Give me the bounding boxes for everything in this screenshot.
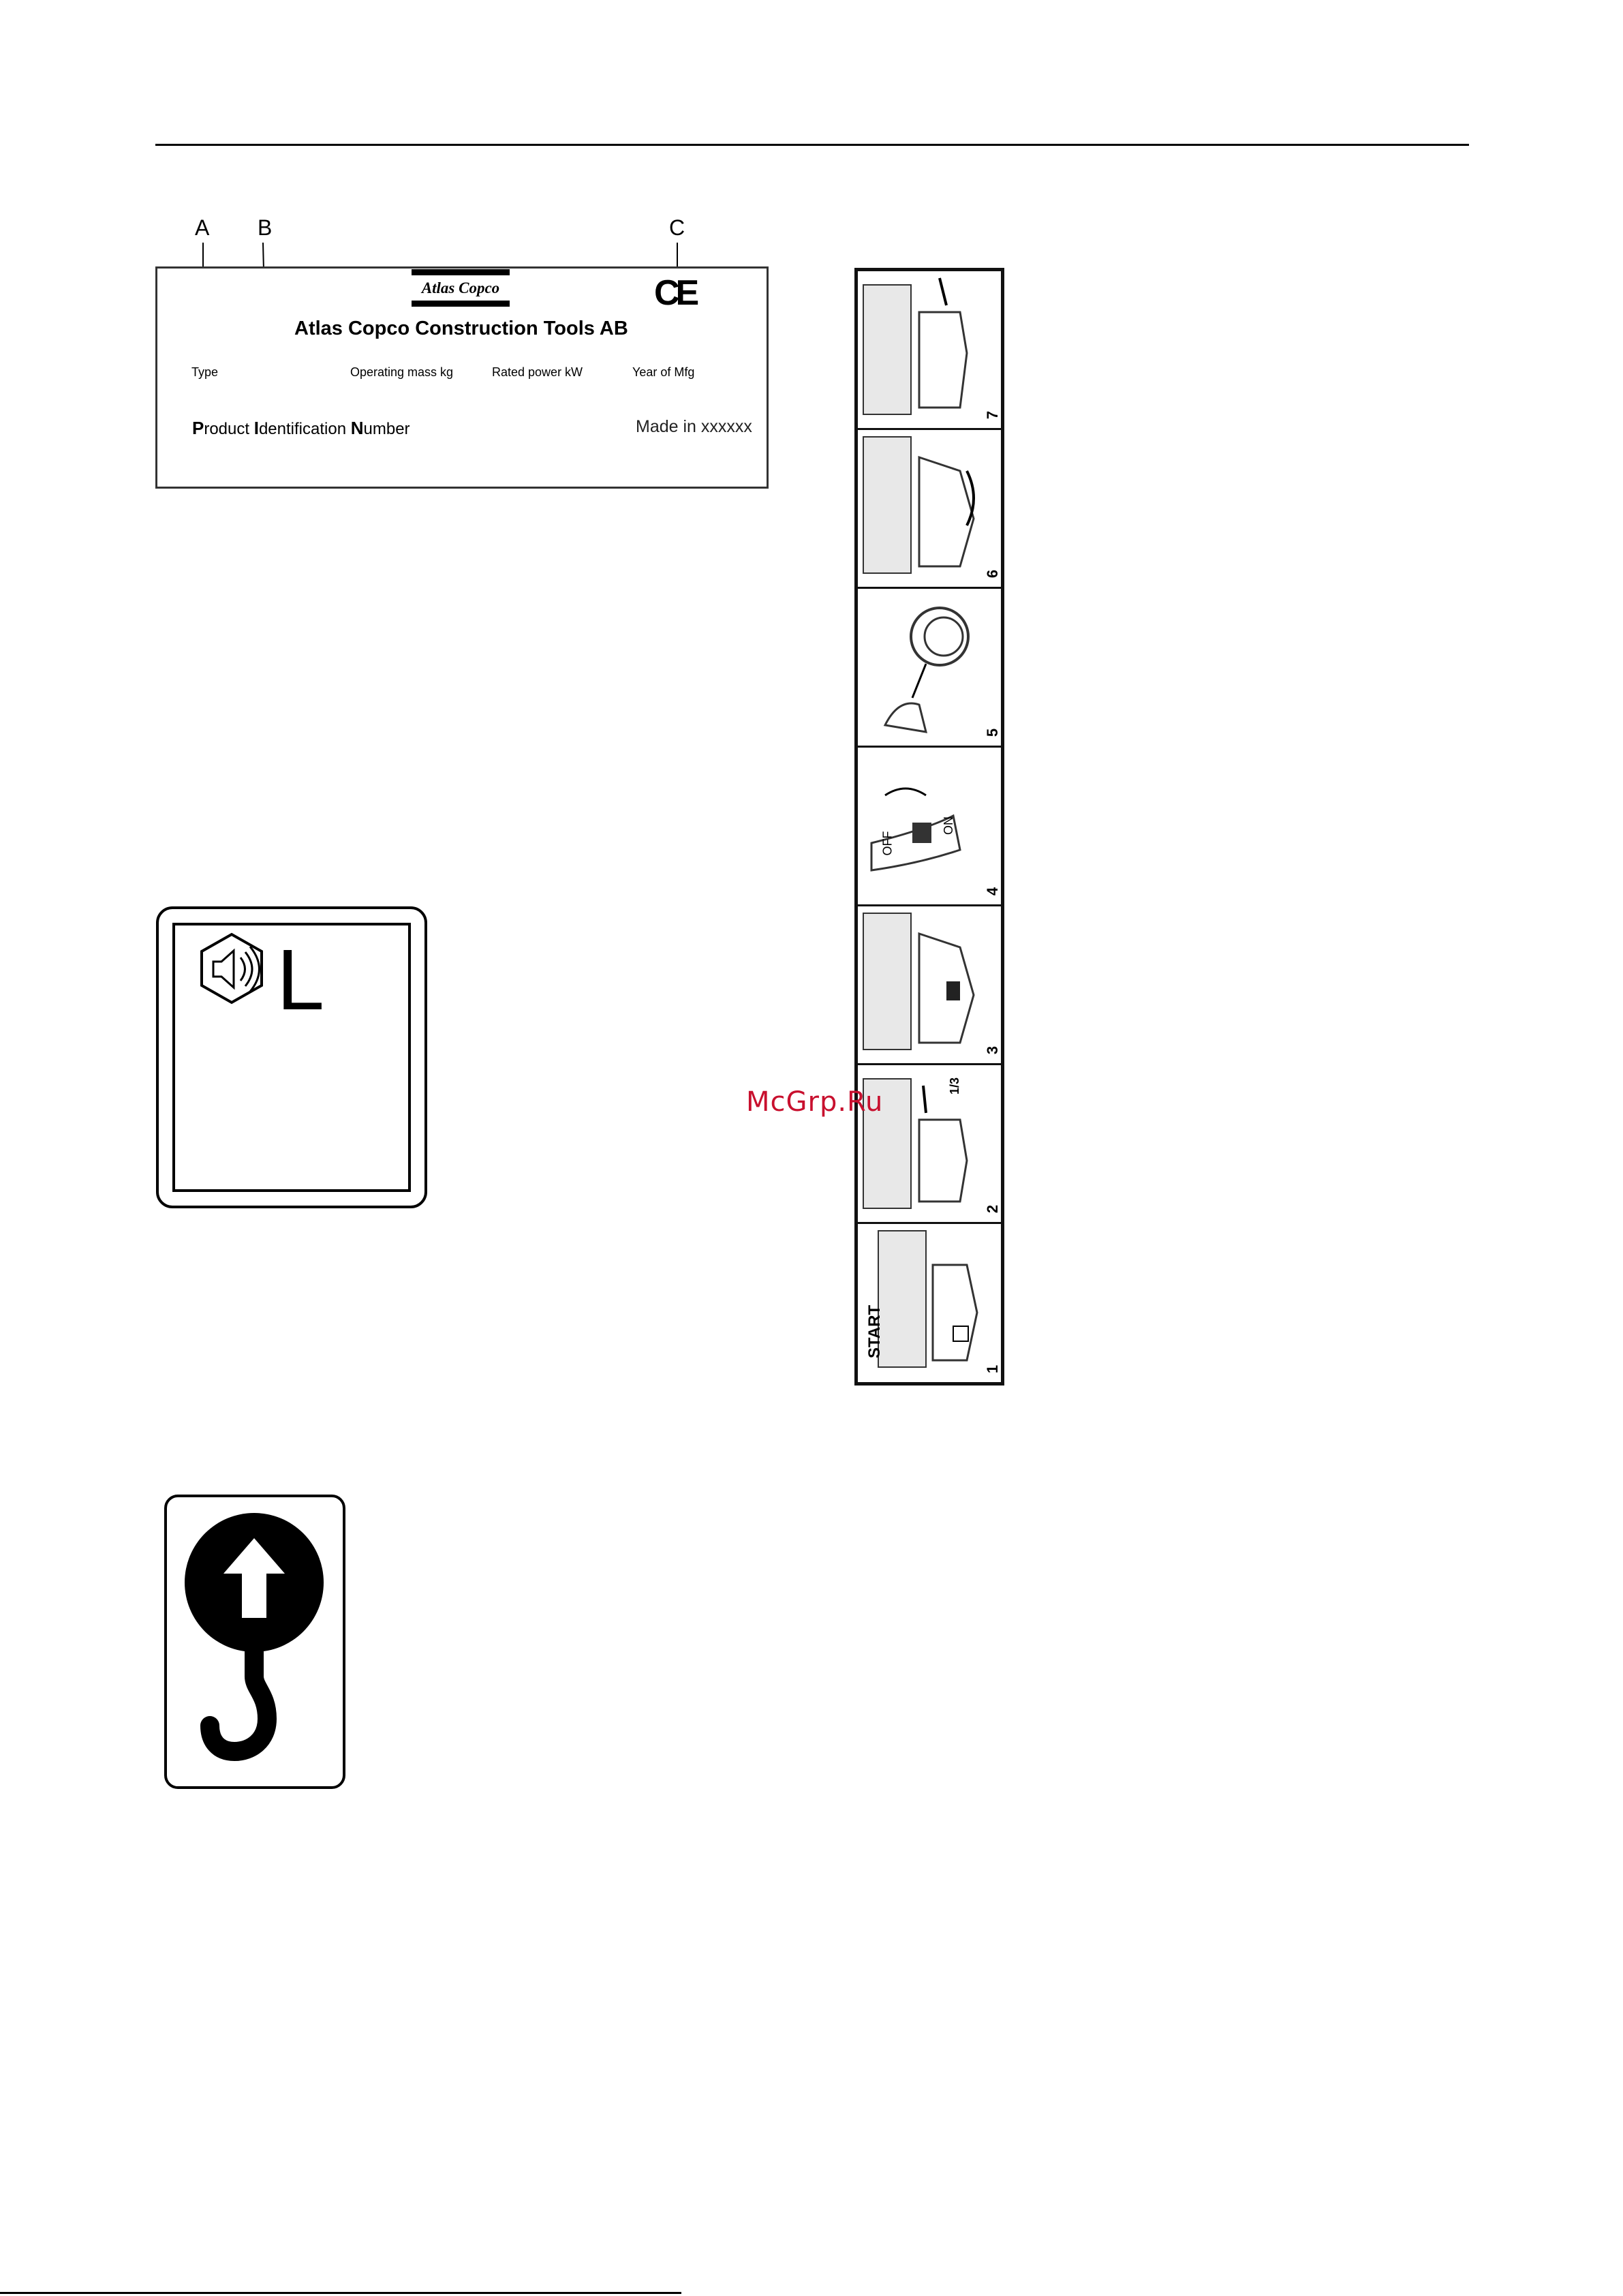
watermark: McGrp.Ru [746,1086,884,1118]
step-panel-7: 7 [858,271,1001,430]
atlas-copco-logo [412,269,510,307]
step-panel-3: 3 [858,906,1001,1065]
step-panel-1: START 1 [858,1224,1001,1382]
noise-level-sign [155,906,428,1209]
step-panel-5: 5 [858,589,1001,748]
starting-instructions-strip [854,268,1004,1386]
lifting-point-sign [164,1494,346,1790]
product-identification-number-label: Product Identification Number [192,418,410,438]
step-panel-2: 1/3 2 [858,1065,1001,1224]
company-name: Atlas Copco Construction Tools AB [294,318,628,339]
start-label: START [865,1304,884,1359]
noise-letter-l: L [277,932,325,1028]
bottom-rule [0,2292,681,2294]
ce-mark: CE [654,273,696,313]
step-panel-4: OFF ON 4 [858,748,1001,906]
rated-power-label: Rated power kW [492,365,583,379]
type-label: Type [191,365,219,379]
made-in-label: Made in xxxxxx [636,417,752,436]
callout-c: C [669,215,685,240]
callout-b: B [258,215,273,240]
year-of-mfg-label: Year of Mfg [632,365,695,379]
operating-mass-label: Operating mass kg [350,365,454,379]
logo-text: Atlas Copco [421,279,500,296]
step-panel-6: 6 [858,430,1001,589]
callout-a: A [195,215,210,240]
